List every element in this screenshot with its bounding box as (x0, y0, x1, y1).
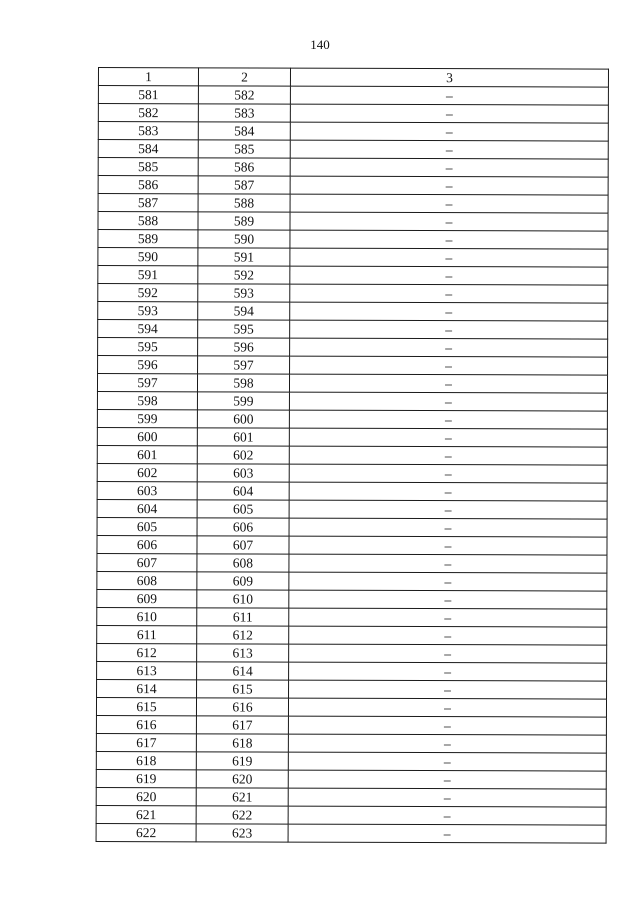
table-row (98, 122, 608, 142)
table-cell-col-3: – (289, 680, 607, 699)
table-cell-col-1: 585 (98, 158, 198, 176)
table-cell-col-1: 596 (98, 356, 198, 374)
table-cell-col-2: 620 (196, 770, 288, 788)
table-cell-col-3: – (289, 536, 607, 555)
table-cell-col-3: – (289, 572, 607, 591)
table-cell-col-2: 616 (196, 698, 288, 716)
table-cell-col-2: 600 (197, 410, 289, 428)
table-cell-col-1: 604 (97, 499, 197, 517)
table-cell-col-3: – (289, 608, 607, 627)
table-cell-col-3: – (289, 446, 607, 465)
table-cell-col-1: 599 (97, 409, 197, 427)
table-cell-col-1: 583 (98, 122, 198, 140)
column-header-1: 1 (98, 68, 198, 86)
table-cell-col-1: 609 (97, 589, 197, 607)
table-row (98, 86, 608, 106)
table-cell-col-3: – (288, 734, 606, 753)
table-cell-col-1: 622 (96, 823, 196, 841)
table-row (97, 607, 607, 627)
table-cell-col-1: 602 (97, 463, 197, 481)
table-cell-col-3: – (289, 518, 607, 537)
table-cell-col-3: – (290, 194, 608, 213)
table-cell-col-2: 584 (198, 122, 290, 140)
table-row (98, 248, 608, 268)
table-row (98, 230, 608, 250)
table-row (98, 320, 608, 340)
table-cell-col-1: 607 (97, 553, 197, 571)
table-cell-col-1: 591 (98, 266, 198, 284)
table-row (96, 733, 606, 753)
table-cell-col-1: 586 (98, 176, 198, 194)
table-row (96, 823, 606, 843)
table-row (97, 535, 607, 555)
table-cell-col-1: 584 (98, 140, 198, 158)
table-row (96, 751, 606, 771)
table-cell-col-3: – (288, 770, 606, 789)
table-cell-col-3: – (290, 212, 608, 231)
table-cell-col-1: 598 (97, 391, 197, 409)
table-row (97, 553, 607, 573)
table-row (97, 445, 607, 465)
table-header (98, 68, 608, 88)
table-cell-col-2: 597 (198, 356, 290, 374)
table-cell-col-1: 620 (96, 787, 196, 805)
table-cell-col-2: 617 (196, 716, 288, 734)
table-cell-col-3: – (288, 824, 606, 843)
table-cell-col-1: 589 (98, 230, 198, 248)
table-row (98, 356, 608, 376)
table-cell-col-3: – (288, 752, 606, 771)
table-cell-col-2: 615 (197, 680, 289, 698)
table-row (97, 517, 607, 537)
table-cell-col-3: – (290, 140, 608, 159)
table-cell-col-1: 608 (97, 571, 197, 589)
table-cell-col-2: 621 (196, 788, 288, 806)
table-cell-col-2: 611 (197, 608, 289, 626)
table-row (98, 176, 608, 196)
page-number: 140 (310, 37, 330, 52)
header-row (98, 68, 608, 88)
table-cell-col-3: – (289, 410, 607, 429)
table-cell-col-1: 621 (96, 805, 196, 823)
table-cell-col-3: – (289, 626, 607, 645)
table-cell-col-1: 595 (98, 338, 198, 356)
table-cell-col-1: 613 (97, 661, 197, 679)
table-cell-col-2: 592 (198, 266, 290, 284)
table-row (97, 481, 607, 501)
table-cell-col-2: 582 (198, 86, 290, 104)
table-cell-col-1: 582 (98, 104, 198, 122)
table-container (98, 67, 608, 842)
table-cell-col-3: – (290, 284, 608, 303)
table-cell-col-3: – (289, 590, 607, 609)
table-cell-col-2: 618 (196, 734, 288, 752)
table-cell-col-2: 588 (198, 194, 290, 212)
table-cell-col-1: 606 (97, 535, 197, 553)
table-body (96, 86, 608, 844)
table-cell-col-3: – (290, 356, 608, 375)
table-cell-col-3: – (290, 158, 608, 177)
table-cell-col-2: 622 (196, 806, 288, 824)
table-cell-col-1: 618 (96, 751, 196, 769)
table-row (96, 697, 606, 717)
table-row (98, 284, 608, 304)
table-row (98, 194, 608, 214)
table-row (97, 391, 607, 411)
table-cell-col-2: 613 (197, 644, 289, 662)
table-cell-col-2: 599 (197, 392, 289, 410)
table-cell-col-1: 610 (97, 607, 197, 625)
column-header-2: 2 (198, 68, 290, 86)
table-cell-col-2: 606 (197, 518, 289, 536)
table-cell-col-2: 583 (198, 104, 290, 122)
table-cell-col-1: 603 (97, 481, 197, 499)
table-row (96, 787, 606, 807)
table-row (98, 158, 608, 178)
table-cell-col-2: 608 (197, 554, 289, 572)
table-cell-col-3: – (289, 428, 607, 447)
table-cell-col-3: – (290, 338, 608, 357)
table-cell-col-3: – (289, 554, 607, 573)
table-cell-col-1: 605 (97, 517, 197, 535)
table-row (98, 302, 608, 322)
table-cell-col-1: 587 (98, 194, 198, 212)
table-cell-col-1: 593 (98, 302, 198, 320)
table-row (96, 769, 606, 789)
table-cell-col-1: 581 (98, 86, 198, 104)
table-cell-col-1: 614 (97, 679, 197, 697)
table-cell-col-1: 592 (98, 284, 198, 302)
table-cell-col-3: – (289, 500, 607, 519)
table-cell-col-3: – (290, 122, 608, 141)
table-row (97, 661, 607, 681)
table-cell-col-2: 609 (197, 572, 289, 590)
table-cell-col-1: 594 (98, 320, 198, 338)
table-cell-col-3: – (290, 86, 608, 105)
table-cell-col-2: 590 (198, 230, 290, 248)
table-row (97, 589, 607, 609)
table-row (98, 212, 608, 232)
table-cell-col-3: – (289, 374, 607, 393)
table-cell-col-1: 616 (96, 715, 196, 733)
table-cell-col-2: 598 (197, 374, 289, 392)
table-cell-col-3: – (290, 320, 608, 339)
table-row (98, 266, 608, 286)
table-cell-col-2: 585 (198, 140, 290, 158)
table-row (98, 338, 608, 358)
table-cell-col-2: 612 (197, 626, 289, 644)
table-cell-col-3: – (290, 248, 608, 267)
table-cell-col-1: 597 (97, 374, 197, 392)
table-cell-col-2: 605 (197, 500, 289, 518)
table-cell-col-3: – (289, 392, 607, 411)
table-cell-col-1: 619 (96, 769, 196, 787)
table-cell-col-1: 611 (97, 625, 197, 643)
table-cell-col-2: 589 (198, 212, 290, 230)
table-cell-col-1: 600 (97, 427, 197, 445)
table-row (97, 463, 607, 483)
table-cell-col-1: 615 (96, 697, 196, 715)
table-cell-col-2: 619 (196, 752, 288, 770)
table-cell-col-2: 604 (197, 482, 289, 500)
table-cell-col-3: – (288, 806, 606, 825)
table-cell-col-3: – (290, 266, 608, 285)
table-cell-col-3: – (290, 230, 608, 249)
table-cell-col-1: 617 (96, 733, 196, 751)
table-cell-col-2: 593 (198, 284, 290, 302)
table-cell-col-1: 590 (98, 248, 198, 266)
table-cell-col-2: 586 (198, 158, 290, 176)
table-cell-col-2: 595 (198, 320, 290, 338)
column-header-3: 3 (290, 68, 608, 87)
table-row (97, 625, 607, 645)
table-cell-col-3: – (289, 482, 607, 501)
table-cell-col-3: – (289, 464, 607, 483)
table-cell-col-2: 603 (197, 464, 289, 482)
table-row (98, 140, 608, 160)
table-cell-col-3: – (288, 788, 606, 807)
table-row (97, 374, 607, 394)
table-row (97, 679, 607, 699)
table-cell-col-3: – (289, 644, 607, 663)
table-cell-col-3: – (289, 662, 607, 681)
table-row (98, 104, 608, 124)
table-cell-col-2: 601 (197, 428, 289, 446)
table-cell-col-3: – (290, 176, 608, 195)
table-cell-col-2: 607 (197, 536, 289, 554)
table-cell-col-2: 591 (198, 248, 290, 266)
table-row (97, 409, 607, 429)
table-cell-col-2: 610 (197, 590, 289, 608)
data-table (96, 67, 609, 844)
table-row (97, 571, 607, 591)
table-cell-col-2: 594 (198, 302, 290, 320)
table-row (97, 427, 607, 447)
table-cell-col-1: 601 (97, 445, 197, 463)
table-cell-col-3: – (290, 104, 608, 123)
table-cell-col-2: 587 (198, 176, 290, 194)
table-cell-col-2: 623 (196, 824, 288, 842)
table-cell-col-2: 602 (197, 446, 289, 464)
table-cell-col-3: – (290, 302, 608, 321)
table-cell-col-2: 614 (197, 662, 289, 680)
table-cell-col-3: – (288, 698, 606, 717)
table-row (97, 643, 607, 663)
table-cell-col-1: 588 (98, 212, 198, 230)
table-cell-col-3: – (288, 716, 606, 735)
table-cell-col-2: 596 (198, 338, 290, 356)
table-row (96, 805, 606, 825)
table-row (96, 715, 606, 735)
table-row (97, 499, 607, 519)
table-cell-col-1: 612 (97, 643, 197, 661)
